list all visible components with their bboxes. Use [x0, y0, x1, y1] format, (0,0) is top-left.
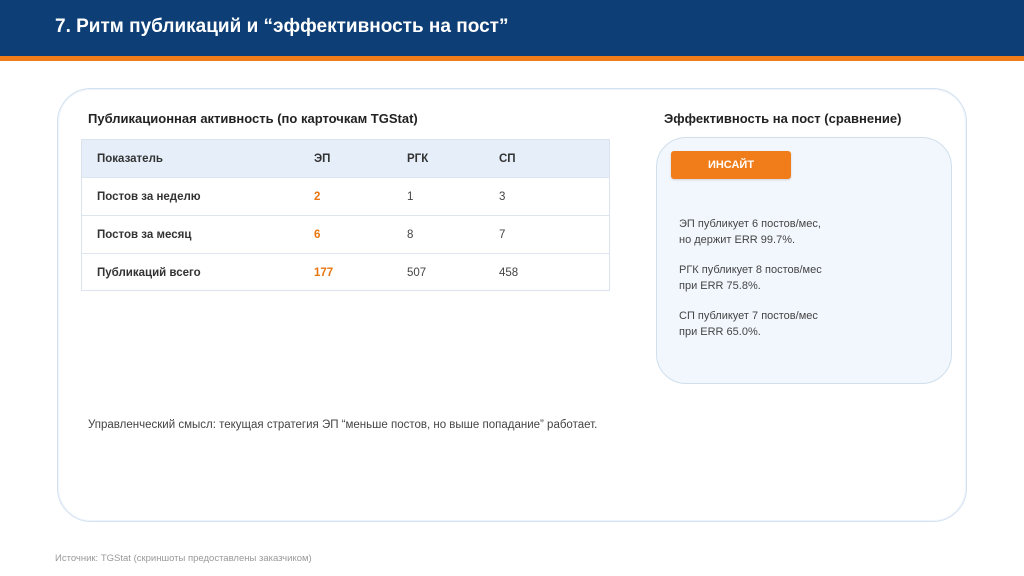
table-row — [82, 178, 609, 216]
table-row-label: Постов за месяц — [97, 229, 192, 241]
insight-line: ЭП публикует 6 постов/мес, — [679, 218, 821, 230]
insight-badge: ИНСАЙТ — [671, 151, 791, 179]
insight-item — [679, 263, 899, 294]
table-row-label: Постов за неделю — [97, 191, 201, 203]
table-row-label: Публикаций всего — [97, 267, 201, 279]
page-title: 7. Ритм публикаций и “эффективность на пост” — [55, 16, 509, 37]
table-row — [82, 216, 609, 254]
insight-line: при ERR 65.0%. — [679, 325, 761, 338]
table-header-cell: Показатель — [97, 153, 163, 165]
header-accent-stripe — [0, 56, 1024, 61]
insight-line: РГК публикует 8 постов/мес — [679, 264, 822, 276]
table-cell: 3 — [499, 191, 506, 203]
publication-activity-heading: Публикационная активность (по карточкам TGStat) — [88, 111, 418, 126]
insight-line: при ERR 75.8%. — [679, 279, 761, 292]
table-cell: 458 — [499, 267, 519, 279]
source-footnote: Источник: TGStat (скриншоты предоставлены заказчиком) — [55, 553, 312, 564]
insight-line: но держит ERR 99.7%. — [679, 233, 796, 246]
table-cell-highlight: 2 — [314, 191, 321, 203]
table-cell: 8 — [407, 229, 414, 241]
insight-item — [679, 309, 899, 340]
table-header-cell: ЭП — [314, 153, 331, 165]
activity-table — [81, 139, 610, 291]
table-cell: 7 — [499, 229, 506, 241]
table-header-cell: СП — [499, 153, 516, 165]
table-header-cell: РГК — [407, 153, 429, 165]
table-header-row — [82, 140, 609, 178]
table-cell: 1 — [407, 191, 414, 203]
management-note: Управленческий смысл: текущая стратегия ЭП “меньше постов, но выше попадание” работает. — [88, 419, 598, 431]
table-cell-highlight: 177 — [314, 267, 334, 279]
table-cell: 507 — [407, 267, 427, 279]
insight-line: СП публикует 7 постов/мес — [679, 310, 818, 322]
insight-item — [679, 217, 899, 248]
table-cell-highlight: 6 — [314, 229, 321, 241]
efficiency-heading: Эффективность на пост (сравнение) — [664, 111, 902, 126]
table-row — [82, 254, 609, 292]
